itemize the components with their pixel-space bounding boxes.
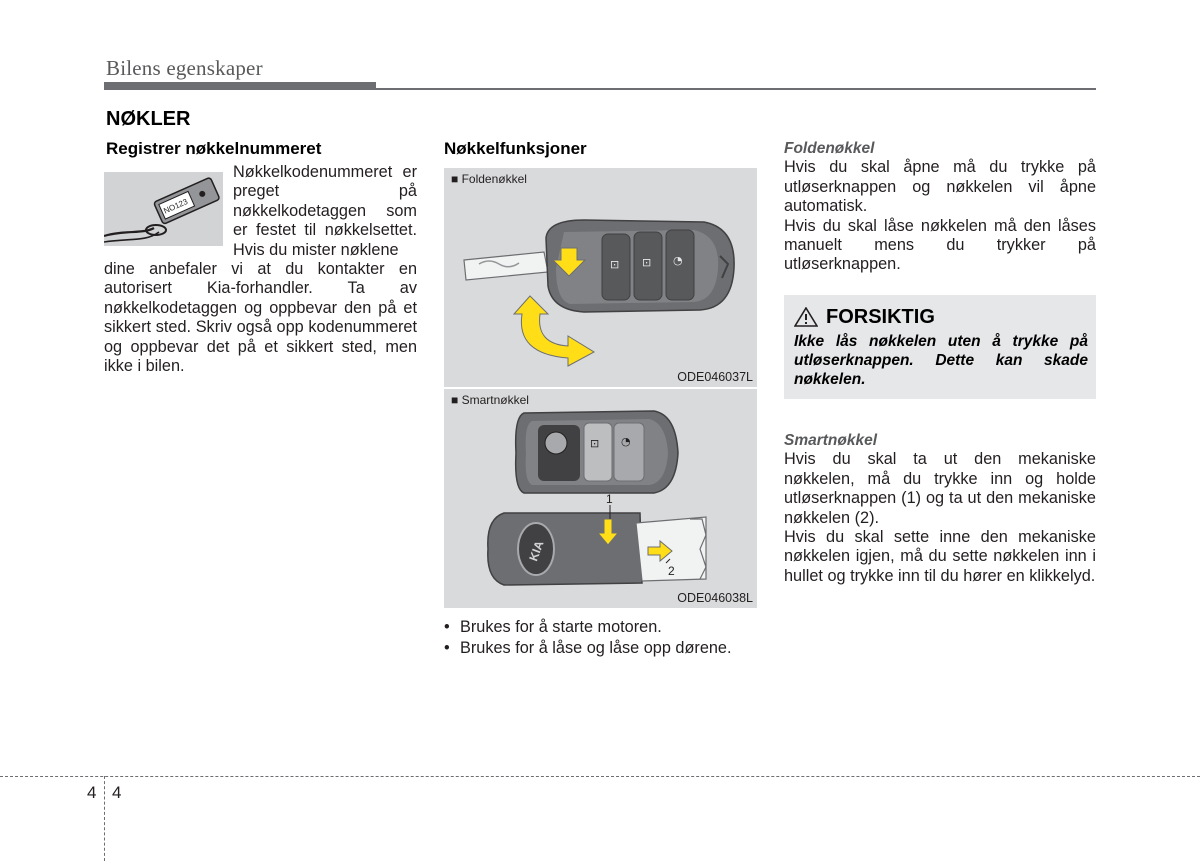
folding-key-heading: Foldenøkkel	[784, 140, 875, 157]
footer-vertical-divider	[104, 776, 105, 861]
svg-text:⊡: ⊡	[590, 437, 600, 450]
key-tag-code: NO123	[162, 196, 190, 216]
caution-title: FORSIKTIG	[826, 306, 935, 328]
register-key-number-heading: Registrer nøkkelnummeret	[106, 139, 322, 158]
bullet-item: • Brukes for å starte motoren.	[444, 617, 764, 638]
caution-text: Ikke lås nøkkelen uten å trykke på utløserknappen. Dette kan skade nøkkelen.	[794, 333, 1088, 388]
smart-key-paragraph-2: Hvis du skal sette inne den mekaniske nøkkelen igjen, må du sette nøkkelen inn i hullet og trykke inn til du hører en klikkelyd.	[784, 528, 1096, 585]
callout-1: 1	[606, 492, 613, 506]
bullet-item: • Brukes for å låse og låse opp dørene.	[444, 638, 764, 659]
key-number-paragraph-part2: dine anbefaler vi at du kontakter en autorisert Kia-forhandler. Ta av nøkkelkodetaggen og oppbevar den på et sikkert sted. Skriv også opp kodenummeret og oppbevar det på et sikkert sted, men ikke i bilen.	[104, 260, 417, 376]
key-functions-heading: Nøkkelfunksjoner	[444, 139, 587, 158]
footer-divider	[0, 776, 1200, 777]
header-rule-thin	[376, 88, 1096, 90]
folding-key-paragraph-2: Hvis du skal låse nøkkelen må den låses manuelt mens du trykker på utløserknappen.	[784, 216, 1096, 274]
folding-key-figure-label: ■ Foldenøkkel	[451, 172, 527, 186]
section-title: NØKLER	[106, 108, 191, 130]
folding-key-section	[784, 139, 1096, 275]
folding-key-paragraph-1: Hvis du skal åpne må du trykke på utløserknappen og nøkkelen vil åpne automatisk.	[784, 158, 1096, 216]
svg-text:⊡: ⊡	[610, 258, 620, 271]
header-rule-thick	[104, 82, 376, 90]
section-number: 4	[87, 783, 97, 802]
svg-text:KIA: KIA	[526, 538, 547, 564]
folding-key-figure	[444, 168, 757, 387]
key-function-bullets	[444, 617, 764, 659]
key-number-paragraph-part1: Nøkkelkodenummeret er preget på nøkkelkodetaggen som er festet til nøkkelsettet. Hvis du mister nøklene	[233, 163, 417, 259]
callout-2: 2	[668, 564, 675, 578]
folding-key-figure-code: ODE046037L	[677, 370, 753, 384]
key-tag-illustration	[104, 172, 223, 246]
smart-key-section	[784, 431, 1096, 586]
page-number: 4	[112, 783, 122, 802]
smart-key-figure	[444, 387, 757, 608]
header-title: Bilens egenskaper	[106, 56, 263, 80]
caution-box	[784, 295, 1096, 399]
smart-key-heading: Smartnøkkel	[784, 432, 878, 449]
svg-text:◔: ◔	[621, 435, 631, 448]
smart-key-figure-code: ODE046038L	[677, 591, 753, 605]
warning-triangle-icon	[794, 307, 818, 327]
smart-key-paragraph-1: Hvis du skal ta ut den mekaniske nøkkelen, må du trykke inn og holde utløserknappen (1) og ta ut den mekaniske nøkkelen (2).	[784, 450, 1096, 527]
svg-text:◔: ◔	[673, 254, 683, 267]
smart-key-figure-label: ■ Smartnøkkel	[451, 393, 529, 407]
svg-text:⊡: ⊡	[642, 256, 652, 269]
